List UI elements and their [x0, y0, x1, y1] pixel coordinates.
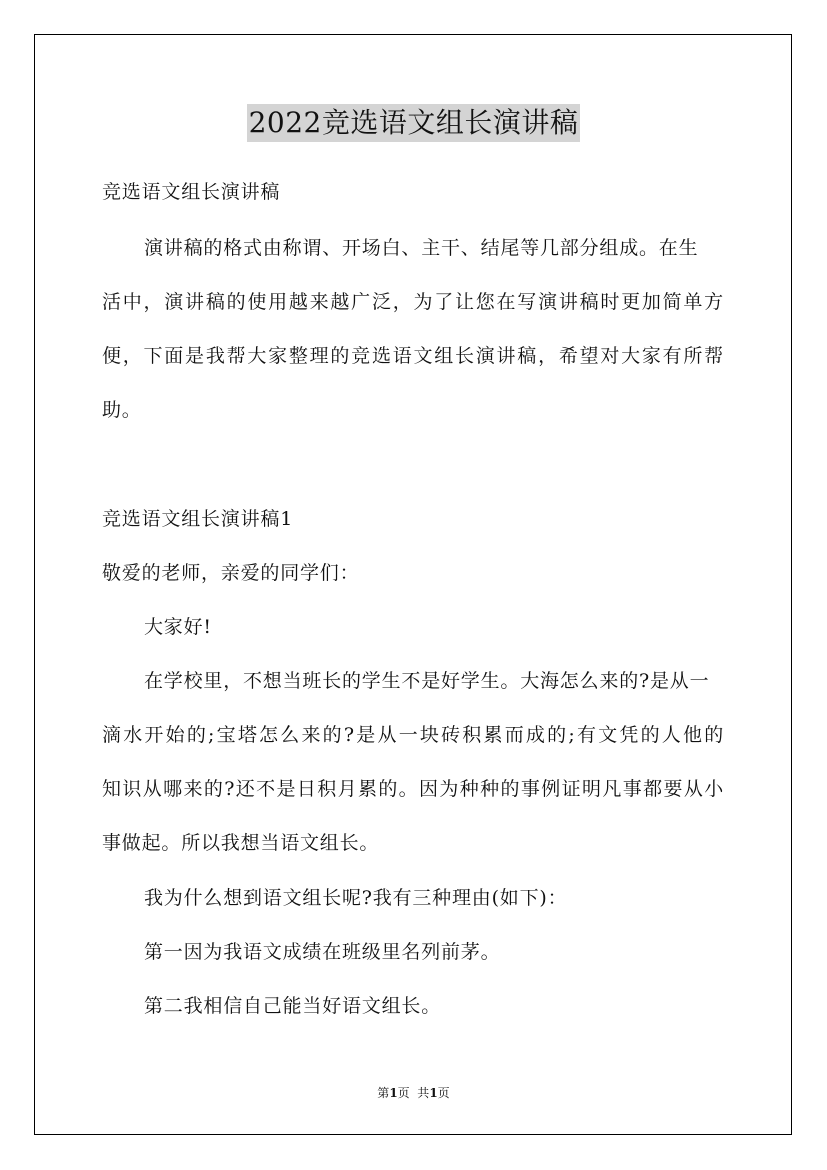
footer-page-total: 1 — [429, 1086, 438, 1100]
body-line-1: 在学校里，不想当班长的学生不是好学生。大海怎么来的?是从一 — [144, 670, 710, 692]
body-line-3: 知识从哪来的?还不是日积月累的。因为种种的事例证明凡事都要从小 — [102, 778, 724, 800]
footer-page-mid: 页 共 — [397, 1086, 430, 1100]
section-heading: 竞选语文组长演讲稿1 — [102, 508, 294, 530]
intro-line-3: 便，下面是我帮大家整理的竞选语文组长演讲稿，希望对大家有所帮 — [102, 345, 724, 367]
body-line-4: 事做起。所以我想当语文组长。 — [102, 832, 380, 854]
salutation: 敬爱的老师，亲爱的同学们： — [102, 562, 360, 584]
footer-page-suffix: 页 — [437, 1086, 450, 1100]
document-title: 2022竞选语文组长演讲稿 — [247, 104, 581, 142]
reason-1: 第一因为我语文成绩在班级里名列前茅。 — [144, 941, 501, 963]
intro-line-1: 演讲稿的格式由称谓、开场白、主干、结尾等几部分组成。在生 — [144, 237, 699, 259]
footer-page-number: 1 — [389, 1086, 398, 1100]
body-line-2: 滴水开始的;宝塔怎么来的?是从一块砖积累而成的;有文凭的人他的 — [102, 724, 724, 746]
greeting: 大家好! — [144, 616, 212, 638]
footer-page-prefix: 第 — [377, 1086, 390, 1100]
title-container — [0, 104, 827, 142]
intro-line-2: 活中，演讲稿的使用越来越广泛，为了让您在写演讲稿时更加简单方 — [102, 291, 724, 313]
intro-line-4: 助。 — [102, 399, 142, 421]
reason-2: 第二我相信自己能当好语文组长。 — [144, 995, 442, 1017]
document-subtitle: 竞选语文组长演讲稿 — [102, 181, 281, 203]
page-footer — [0, 1084, 827, 1101]
reasons-intro: 我为什么想到语文组长呢?我有三种理由(如下)： — [144, 887, 568, 909]
